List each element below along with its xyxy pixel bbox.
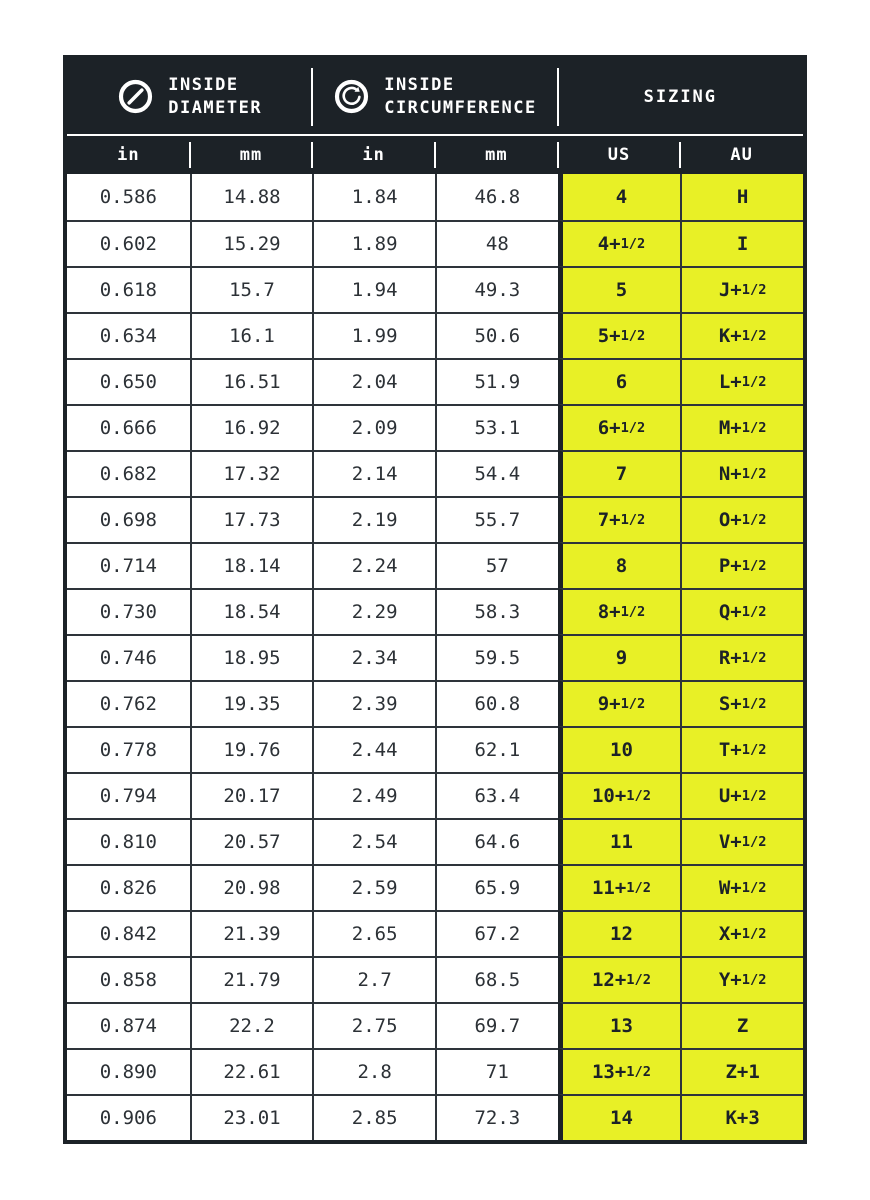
cell-us-size: 11+ 1/2 — [558, 864, 681, 910]
cell-au-size: Q+ 1/2 — [680, 588, 803, 634]
column-header-us-size: US — [558, 136, 681, 174]
cell-circumference-in: 2.04 — [312, 358, 435, 404]
cell-diameter-mm: 18.54 — [190, 588, 313, 634]
cell-diameter-mm: 23.01 — [190, 1094, 313, 1140]
table-row — [67, 404, 803, 450]
table-row — [67, 634, 803, 680]
cell-us-size: 8+ 1/2 — [558, 588, 681, 634]
cell-circumference-in: 2.24 — [312, 542, 435, 588]
cell-circumference-mm: 65.9 — [435, 864, 558, 910]
table-row — [67, 864, 803, 910]
cell-us-size: 6+ 1/2 — [558, 404, 681, 450]
cell-diameter-in: 0.730 — [67, 588, 190, 634]
cell-circumference-mm: 57 — [435, 542, 558, 588]
cell-circumference-in: 1.89 — [312, 220, 435, 266]
cell-diameter-mm: 22.61 — [190, 1048, 313, 1094]
cell-us-size: 5 — [558, 266, 681, 312]
cell-diameter-mm: 16.51 — [190, 358, 313, 404]
table-row — [67, 542, 803, 588]
table-header — [67, 59, 803, 174]
cell-diameter-mm: 16.92 — [190, 404, 313, 450]
table-row — [67, 588, 803, 634]
cell-diameter-mm: 18.14 — [190, 542, 313, 588]
cell-au-size: U+ 1/2 — [680, 772, 803, 818]
cell-circumference-in: 2.09 — [312, 404, 435, 450]
table-row — [67, 772, 803, 818]
header-groups — [67, 59, 803, 134]
cell-circumference-in: 2.7 — [312, 956, 435, 1002]
table-row — [67, 358, 803, 404]
cell-diameter-in: 0.602 — [67, 220, 190, 266]
cell-diameter-mm: 16.1 — [190, 312, 313, 358]
table-body — [67, 174, 803, 1140]
cell-au-size: I — [680, 220, 803, 266]
cell-diameter-in: 0.634 — [67, 312, 190, 358]
cell-us-size: 10+ 1/2 — [558, 772, 681, 818]
cell-circumference-mm: 59.5 — [435, 634, 558, 680]
cell-us-size: 5+ 1/2 — [558, 312, 681, 358]
cell-circumference-mm: 48 — [435, 220, 558, 266]
table-row — [67, 220, 803, 266]
cell-circumference-in: 2.85 — [312, 1094, 435, 1140]
table-row — [67, 1094, 803, 1140]
cell-circumference-in: 2.8 — [312, 1048, 435, 1094]
cell-au-size: T+ 1/2 — [680, 726, 803, 772]
cell-au-size: O+ 1/2 — [680, 496, 803, 542]
cell-diameter-in: 0.778 — [67, 726, 190, 772]
cell-diameter-mm: 20.17 — [190, 772, 313, 818]
table-row — [67, 266, 803, 312]
cell-us-size: 13+ 1/2 — [558, 1048, 681, 1094]
header-label-sizing: SIZING — [643, 86, 718, 107]
cell-us-size: 14 — [558, 1094, 681, 1140]
cell-au-size: Y+ 1/2 — [680, 956, 803, 1002]
cell-circumference-in: 2.14 — [312, 450, 435, 496]
cell-diameter-in: 0.666 — [67, 404, 190, 450]
cell-circumference-in: 1.94 — [312, 266, 435, 312]
column-header-circumference-mm: mm — [435, 136, 558, 174]
cell-diameter-mm: 18.95 — [190, 634, 313, 680]
header-sizing — [558, 59, 803, 134]
table-row — [67, 910, 803, 956]
cell-circumference-mm: 53.1 — [435, 404, 558, 450]
cell-us-size: 7 — [558, 450, 681, 496]
cell-diameter-in: 0.586 — [99, 186, 157, 208]
cell-circumference-in: 2.29 — [312, 588, 435, 634]
cell-diameter-in: 0.810 — [67, 818, 190, 864]
column-header-circumference-in: in — [312, 136, 435, 174]
cell-diameter-mm: 21.39 — [190, 910, 313, 956]
cell-circumference-mm: 63.4 — [435, 772, 558, 818]
cell-circumference-mm: 67.2 — [435, 910, 558, 956]
cell-au-size: M+ 1/2 — [680, 404, 803, 450]
table-row — [67, 450, 803, 496]
cell-circumference-in: 2.75 — [312, 1002, 435, 1048]
cell-us-size: 9+ 1/2 — [558, 680, 681, 726]
table-row — [67, 496, 803, 542]
table-row — [67, 818, 803, 864]
cell-us-size: 6 — [558, 358, 681, 404]
cell-circumference-in: 2.44 — [312, 726, 435, 772]
cell-diameter-mm: 17.32 — [190, 450, 313, 496]
cell-diameter-in: 0.890 — [67, 1048, 190, 1094]
cell-us-size: 9 — [558, 634, 681, 680]
cell-diameter-in: 0.746 — [67, 634, 190, 680]
cell-circumference-mm: 60.8 — [435, 680, 558, 726]
cell-us-size: 12 — [558, 910, 681, 956]
cell-circumference-in: 2.49 — [312, 772, 435, 818]
cell-diameter-in: 0.650 — [67, 358, 190, 404]
cell-diameter-mm: 19.35 — [190, 680, 313, 726]
column-header-diameter-mm: mm — [190, 136, 313, 174]
cell-diameter-mm: 15.29 — [190, 220, 313, 266]
cell-diameter-in: 0.858 — [67, 956, 190, 1002]
cell-au-size: Z — [680, 1002, 803, 1048]
cell-au-size: W+ 1/2 — [680, 864, 803, 910]
cell-us-size: 8 — [558, 542, 681, 588]
cell-circumference-mm: 58.3 — [435, 588, 558, 634]
cell-circumference-in: 2.19 — [312, 496, 435, 542]
cell-diameter-in: 0.826 — [67, 864, 190, 910]
table-row — [67, 1002, 803, 1048]
cell-circumference-mm: 51.9 — [435, 358, 558, 404]
cell-au-size: Z+1 — [680, 1048, 803, 1094]
cell-au-size: S+ 1/2 — [680, 680, 803, 726]
table-row — [67, 1048, 803, 1094]
cell-us-size: 4+ 1/2 — [558, 220, 681, 266]
cell-diameter-in: 0.842 — [67, 910, 190, 956]
table-row — [67, 174, 803, 220]
column-headers — [67, 136, 803, 174]
cell-circumference-in: 1.84 — [312, 174, 435, 220]
cell-diameter-in: 0.714 — [67, 542, 190, 588]
cell-diameter-in: 0.906 — [67, 1094, 190, 1140]
cell-circumference-in: 1.99 — [312, 312, 435, 358]
cell-au-size: K+3 — [680, 1094, 803, 1140]
cell-diameter-mm: 22.2 — [190, 1002, 313, 1048]
cell-au-size: K+ 1/2 — [680, 312, 803, 358]
cell-au-size: R+ 1/2 — [680, 634, 803, 680]
cell-us-size: 4 — [558, 174, 681, 220]
cell-us-size: 7+ 1/2 — [558, 496, 681, 542]
cell-au-size: H — [680, 174, 803, 220]
cell-us-size: 12+ 1/2 — [558, 956, 681, 1002]
cell-circumference-mm: 54.4 — [435, 450, 558, 496]
cell-circumference-mm: 69.7 — [435, 1002, 558, 1048]
cell-circumference-mm: 49.3 — [435, 266, 558, 312]
cell-circumference-in: 2.54 — [312, 818, 435, 864]
ring-size-table — [63, 55, 807, 1144]
header-label-inside-diameter: INSIDE DIAMETER — [168, 74, 263, 118]
cell-au-size: P+ 1/2 — [680, 542, 803, 588]
cell-diameter-in: 0.794 — [67, 772, 190, 818]
column-header-diameter-in: in — [117, 145, 140, 165]
table-row — [67, 680, 803, 726]
cell-au-size: V+ 1/2 — [680, 818, 803, 864]
cell-diameter-mm: 20.98 — [190, 864, 313, 910]
cell-diameter-mm: 21.79 — [190, 956, 313, 1002]
cell-circumference-mm: 64.6 — [435, 818, 558, 864]
cell-circumference-mm: 72.3 — [435, 1094, 558, 1140]
cell-diameter-in: 0.682 — [67, 450, 190, 496]
cell-diameter-in: 0.698 — [67, 496, 190, 542]
table-row — [67, 312, 803, 358]
cell-circumference-in: 2.59 — [312, 864, 435, 910]
cell-circumference-mm: 50.6 — [435, 312, 558, 358]
cell-diameter-mm: 15.7 — [190, 266, 313, 312]
cell-diameter-mm: 17.73 — [190, 496, 313, 542]
cell-circumference-mm: 68.5 — [435, 956, 558, 1002]
cell-au-size: J+ 1/2 — [680, 266, 803, 312]
cell-diameter-mm: 20.57 — [190, 818, 313, 864]
diameter-icon — [117, 78, 154, 115]
cell-us-size: 13 — [558, 1002, 681, 1048]
cell-diameter-in: 0.762 — [67, 680, 190, 726]
header-label-inside-circumference: INSIDE CIRCUMFERENCE — [384, 74, 537, 118]
table-row — [67, 956, 803, 1002]
header-inside-diameter — [67, 59, 312, 134]
column-header-au-size: AU — [680, 136, 803, 174]
cell-au-size: N+ 1/2 — [680, 450, 803, 496]
header-inside-circumference — [312, 59, 557, 134]
cell-circumference-in: 2.34 — [312, 634, 435, 680]
cell-us-size: 10 — [558, 726, 681, 772]
cell-us-size: 11 — [558, 818, 681, 864]
cell-circumference-mm: 71 — [435, 1048, 558, 1094]
cell-diameter-in: 0.618 — [67, 266, 190, 312]
cell-circumference-mm: 46.8 — [435, 174, 558, 220]
cell-diameter-in: 0.874 — [67, 1002, 190, 1048]
table-row — [67, 726, 803, 772]
cell-au-size: X+ 1/2 — [680, 910, 803, 956]
cell-circumference-in: 2.65 — [312, 910, 435, 956]
cell-diameter-mm: 19.76 — [190, 726, 313, 772]
circumference-icon — [333, 78, 370, 115]
cell-au-size: L+ 1/2 — [680, 358, 803, 404]
cell-circumference-in: 2.39 — [312, 680, 435, 726]
cell-circumference-mm: 62.1 — [435, 726, 558, 772]
cell-diameter-mm: 14.88 — [190, 174, 313, 220]
cell-circumference-mm: 55.7 — [435, 496, 558, 542]
